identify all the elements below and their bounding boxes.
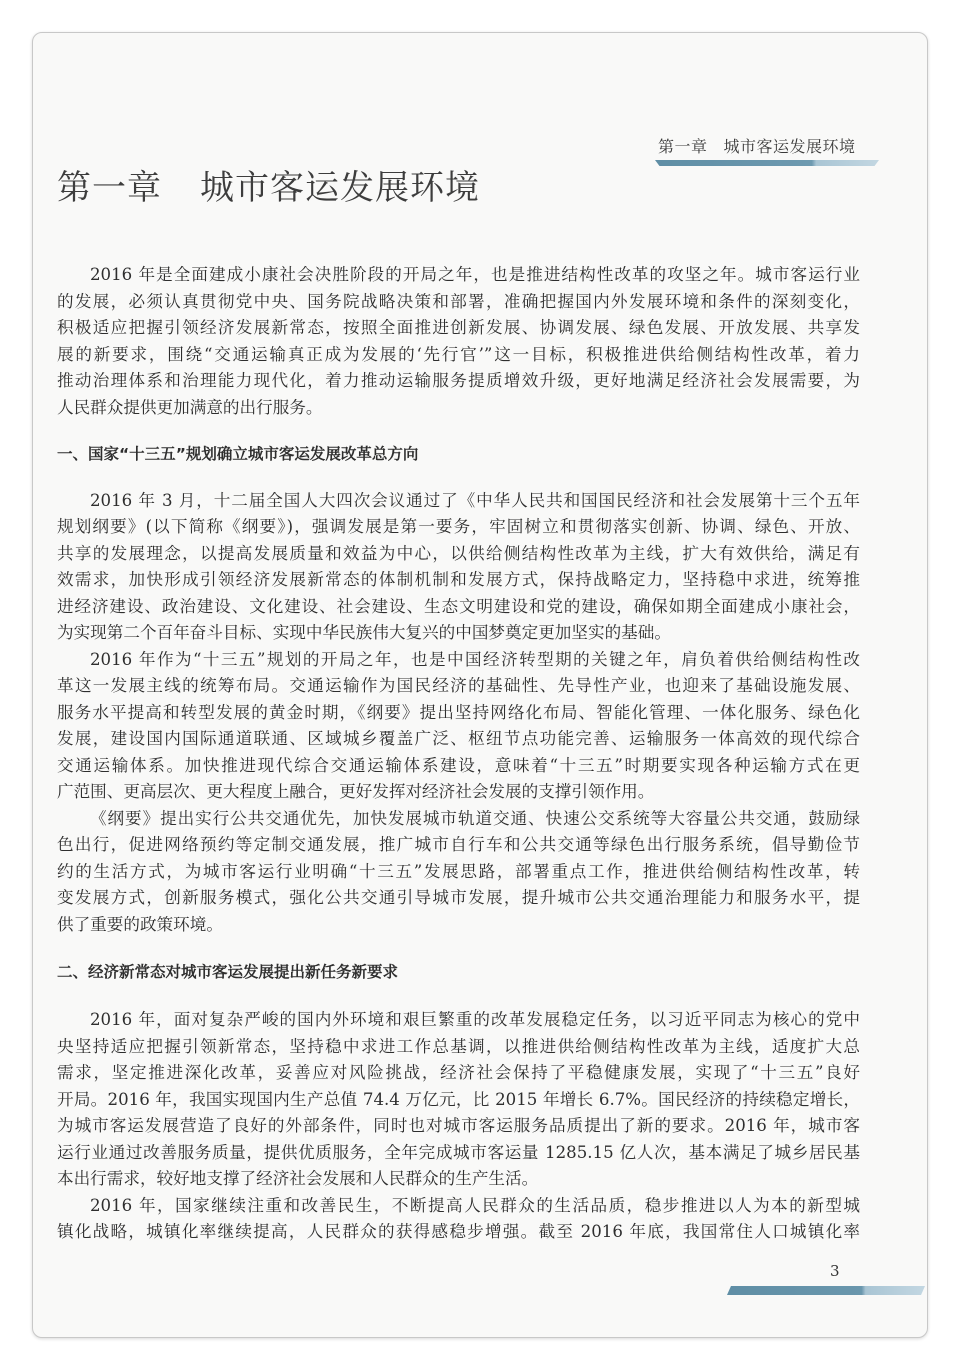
paragraph-line: 效需求，加快形成引领经济发展新常态的体制机制和发展方式，保持战略定力，坚持稳中求进，统筹推 xyxy=(57,570,860,589)
page-number: 3 xyxy=(830,1262,840,1280)
paragraph-line: 约的生活方式，为城市客运行业明确“十三五”发展思路，部署重点工作，推进供给侧结构性改革，转 xyxy=(57,861,860,881)
section-heading: 一、国家“十三五”规划确立城市客运发展改革总方向 xyxy=(57,445,419,463)
footer-decorative-bar xyxy=(727,1286,925,1295)
running-header xyxy=(658,134,856,157)
paragraph-line: 积极适应把握引领经济发展新常态，按照全面推进创新发展、协调发展、绿色发展、开放发展、共享发 xyxy=(57,318,860,337)
paragraph-line: 为城市客运发展营造了良好的外部条件，同时也对城市客运服务品质提出了新的要求。2016 年，城市客 xyxy=(57,1116,860,1135)
paragraph-line: 服务水平提高和转型发展的黄金时期，《纲要》提出坚持网络化布局、智能化管理、一体化服务、绿色化 xyxy=(57,702,860,722)
paragraph-line: 2016 年是全面建成小康社会决胜阶段的开局之年，也是推进结构性改革的攻坚之年。城市客运行业 xyxy=(90,265,860,284)
running-header-chapter-title: 城市客运发展环境 xyxy=(723,137,856,156)
paragraph-line: 2016 年 3 月，十二届全国人大四次会议通过了《中华人民共和国国民经济和社会发展第十三个五年 xyxy=(90,490,860,510)
paragraph-line: 交通运输体系。加快推进现代综合交通运输体系建设，意味着“十三五”时期要实现各种运输方式在更 xyxy=(57,755,860,775)
paragraph xyxy=(57,806,860,939)
paragraph xyxy=(57,647,860,806)
section-heading: 二、经济新常态对城市客运发展提出新任务新要求 xyxy=(57,962,399,981)
paragraph-line: 2016 年，国家继续注重和改善民生，不断提高人民群众的生活品质，稳步推进以人为本的新型城 xyxy=(90,1195,860,1215)
paragraph xyxy=(57,1007,860,1193)
body-text xyxy=(57,262,860,1246)
paragraph-line: 2016 年，面对复杂严峻的国内外环境和艰巨繁重的改革发展稳定任务，以习近平同志为核心的党中 xyxy=(90,1010,860,1029)
paragraph-line: 规划纲要》(以下简称《纲要》)，强调发展是第一要务，牢固树立和贯彻落实创新、协调、绿色、开放、 xyxy=(57,517,860,536)
paragraph-line: 展的新要求，围绕“交通运输真正成为发展的‘先行官’”这一目标，积极推进供给侧结构性改革，着力 xyxy=(57,344,860,364)
header-decorative-bar xyxy=(655,160,879,166)
paragraph-line: 本出行需求，较好地支撑了经济社会发展和人民群众的生产生活。 xyxy=(57,1169,539,1188)
paragraph-line: 共享的发展理念，以提高发展质量和效益为中心，以供给侧结构性改革为主线，扩大有效供给，满足有 xyxy=(57,543,860,563)
paragraph xyxy=(57,488,860,647)
paragraph-line: 广范围、更高层次、更大程度上融合，更好发挥对经济社会发展的支撑引领作用。 xyxy=(57,782,655,801)
paragraph-line: 人民群众提供更加满意的出行服务。 xyxy=(57,397,323,417)
chapter-title-label: 第一章 xyxy=(57,168,162,208)
paragraph-line: 镇化战略，城镇化率继续提高，人民群众的获得感稳步增强。截至 2016 年底，我国常住人口城镇化率 xyxy=(57,1222,860,1241)
paragraph-line: 发展，建设国内国际通道联通、区域城乡覆盖广泛、枢纽节点功能完善、运输服务一体高效的现代综合 xyxy=(57,729,860,748)
paragraph-line: 供了重要的政策环境。 xyxy=(57,914,223,934)
paragraph-line: 为实现第二个百年奋斗目标、实现中华民族伟大复兴的中国梦奠定更加坚实的基础。 xyxy=(57,623,671,642)
paragraph-line: 进经济建设、政治建设、文化建设、社会建设、生态文明建设和党的建设，确保如期全面建成小康社会， xyxy=(57,596,860,616)
paragraph-line: 需求，坚定推进深化改革，妥善应对风险挑战，经济社会保持了平稳健康发展，实现了“十三五”良好 xyxy=(57,1063,860,1082)
chapter-title-text: 城市客运发展环境 xyxy=(200,168,480,208)
paragraph-line: 运行业通过改善服务质量，提供优质服务，全年完成城市客运量 1285.15 亿人次，基本满足了城乡居民基 xyxy=(57,1142,860,1162)
paragraph-line: 推动治理体系和治理能力现代化，着力推动运输服务提质增效升级，更好地满足经济社会发展需要，为 xyxy=(57,371,860,390)
paragraph-line: 变发展方式，创新服务模式，强化公共交通引导城市发展，提升城市公共交通治理能力和服务水平，提 xyxy=(57,888,860,907)
paragraph-line: 色出行，促进网络预约等定制交通发展，推广城市自行车和公共交通等绿色出行服务系统，倡导勤俭节 xyxy=(57,835,860,854)
paragraph-line: 《纲要》提出实行公共交通优先，加快发展城市轨道交通、快速公交系统等大容量公共交通，鼓励绿 xyxy=(90,808,860,828)
paragraph-line: 开局。2016 年，我国实现国内生产总值 74.4 万亿元，比 2015 年增长 6.7%。国民经济的持续稳定增长， xyxy=(57,1089,860,1109)
chapter-title xyxy=(57,160,480,209)
paragraph-line: 央坚持适应把握引领新常态，坚持稳中求进工作总基调，以推进供给侧结构性改革为主线，适度扩大总 xyxy=(57,1036,860,1056)
paragraph-line: 的发展，必须认真贯彻党中央、国务院战略决策和部署，准确把握国内外发展环境和条件的深刻变化， xyxy=(57,291,860,311)
paragraph xyxy=(57,1193,860,1246)
paragraph xyxy=(57,262,860,421)
paragraph-line: 革这一发展主线的统筹布局。交通运输作为国民经济的基础性、先导性产业，也迎来了基础设施发展、 xyxy=(57,676,860,695)
paragraph-line: 2016 年作为“十三五”规划的开局之年，也是中国经济转型期的关键之年，肩负着供给侧结构性改 xyxy=(90,649,860,669)
running-header-chapter-label: 第一章 xyxy=(658,137,708,156)
